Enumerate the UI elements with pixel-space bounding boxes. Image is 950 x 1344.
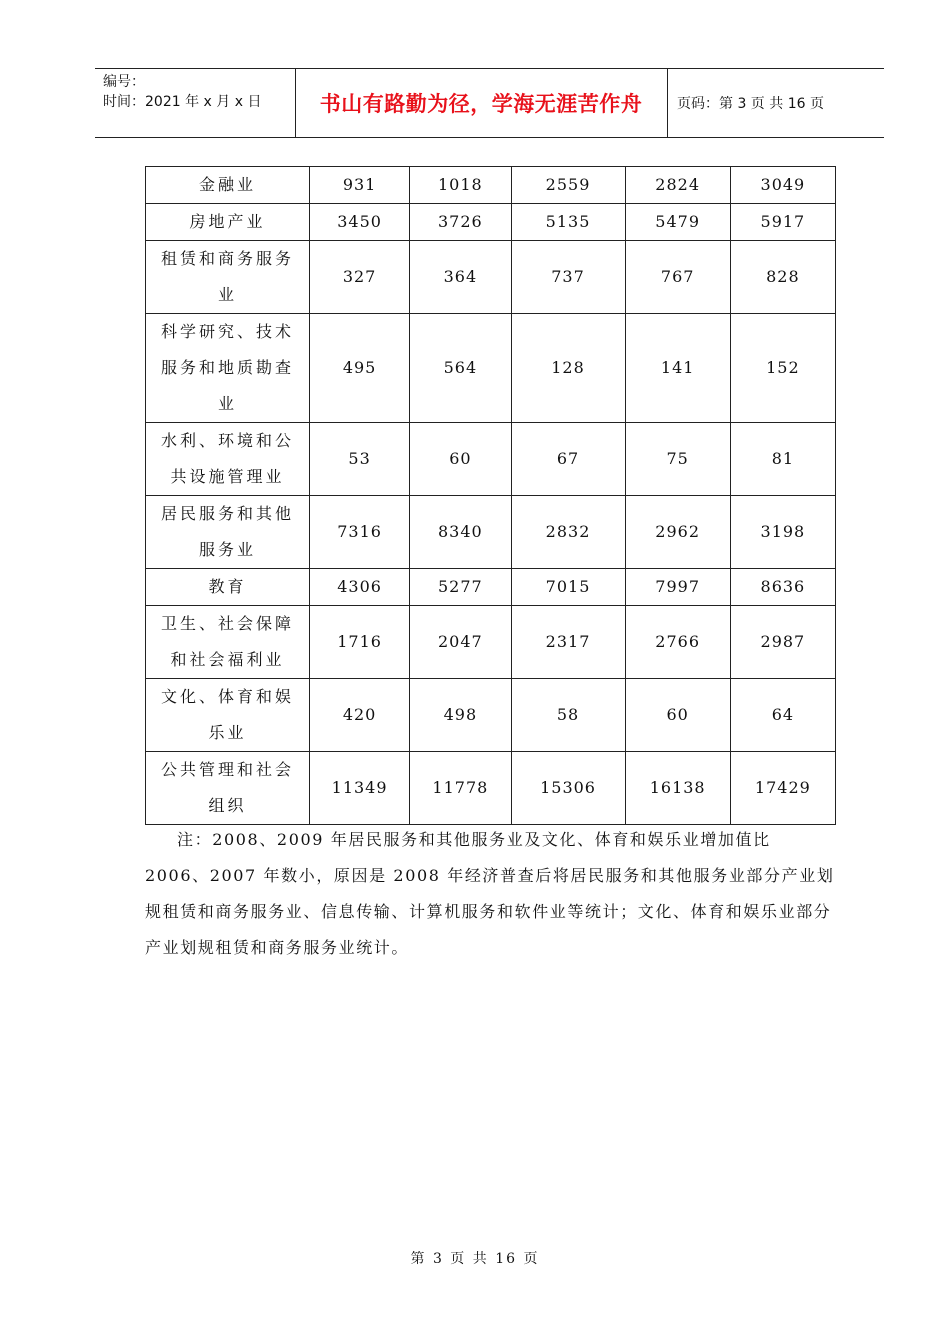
row-label-line: 居民服务和其他 bbox=[160, 504, 294, 523]
table-row bbox=[146, 496, 836, 569]
page-header bbox=[95, 68, 884, 138]
value-cell: 141 bbox=[625, 314, 730, 423]
table-row bbox=[146, 204, 836, 241]
row-label-line: 房地产业 bbox=[189, 212, 266, 231]
header-motto-cell bbox=[295, 69, 668, 137]
value-cell: 7015 bbox=[511, 569, 625, 606]
value-cell: 5277 bbox=[410, 569, 511, 606]
value-cell: 5135 bbox=[511, 204, 625, 241]
row-label-line: 业 bbox=[217, 394, 237, 413]
row-label bbox=[146, 241, 310, 314]
value-cell: 2824 bbox=[625, 167, 730, 204]
value-cell: 67 bbox=[511, 423, 625, 496]
value-cell: 327 bbox=[309, 241, 409, 314]
table-row bbox=[146, 423, 836, 496]
row-label-line: 和社会福利业 bbox=[170, 650, 285, 669]
row-label bbox=[146, 679, 310, 752]
value-cell: 17429 bbox=[730, 752, 835, 825]
row-label-line: 金融业 bbox=[198, 175, 256, 194]
value-cell: 2766 bbox=[625, 606, 730, 679]
value-cell: 15306 bbox=[511, 752, 625, 825]
value-cell: 2962 bbox=[625, 496, 730, 569]
value-cell: 7316 bbox=[309, 496, 409, 569]
row-label bbox=[146, 606, 310, 679]
value-cell: 3049 bbox=[730, 167, 835, 204]
value-cell: 498 bbox=[410, 679, 511, 752]
value-cell: 3726 bbox=[410, 204, 511, 241]
table-row bbox=[146, 569, 836, 606]
row-label bbox=[146, 423, 310, 496]
value-cell: 11778 bbox=[410, 752, 511, 825]
value-cell: 2832 bbox=[511, 496, 625, 569]
value-cell: 8340 bbox=[410, 496, 511, 569]
row-label-line: 水利、环境和公 bbox=[160, 431, 294, 450]
row-label-line: 教育 bbox=[208, 577, 247, 596]
value-cell: 64 bbox=[730, 679, 835, 752]
row-label-line: 科学研究、技术 bbox=[160, 322, 294, 341]
value-cell: 931 bbox=[309, 167, 409, 204]
row-label bbox=[146, 204, 310, 241]
table-row bbox=[146, 606, 836, 679]
table-row bbox=[146, 314, 836, 423]
table-row bbox=[146, 167, 836, 204]
value-cell: 58 bbox=[511, 679, 625, 752]
row-label bbox=[146, 752, 310, 825]
note-text: 注：2008、2009 年居民服务和其他服务业及文化、体育和娱乐业增加值比 2006、2007 年数小，原因是 2008 年经济普查后将居民服务和其他服务业部分产业划规租赁和商务服务业、信息传输、计算机服务和软件业等统计；文化、体育和娱乐业部分产业划规租赁和商务服务业统计。 bbox=[145, 830, 835, 957]
value-cell: 5917 bbox=[730, 204, 835, 241]
serial-label: 编号： bbox=[103, 74, 145, 90]
value-cell: 128 bbox=[511, 314, 625, 423]
row-label-line: 乐业 bbox=[208, 723, 247, 742]
header-page-number: 页码：第 3 页 共 16 页 bbox=[677, 96, 824, 112]
value-cell: 3198 bbox=[730, 496, 835, 569]
header-meta bbox=[95, 69, 296, 137]
value-cell: 767 bbox=[625, 241, 730, 314]
value-cell: 75 bbox=[625, 423, 730, 496]
row-label-line: 租赁和商务服务 bbox=[160, 249, 294, 268]
value-cell: 564 bbox=[410, 314, 511, 423]
row-label-line: 公共管理和社会 bbox=[160, 760, 294, 779]
value-cell: 11349 bbox=[309, 752, 409, 825]
time-text: 时间：2021 年 x 月 x 日 bbox=[103, 94, 262, 110]
table-row bbox=[146, 679, 836, 752]
header-page-cell bbox=[667, 69, 884, 137]
value-cell: 60 bbox=[410, 423, 511, 496]
row-label bbox=[146, 167, 310, 204]
value-cell: 60 bbox=[625, 679, 730, 752]
table-row bbox=[146, 752, 836, 825]
value-cell: 53 bbox=[309, 423, 409, 496]
table-row bbox=[146, 241, 836, 314]
value-cell: 152 bbox=[730, 314, 835, 423]
row-label-line: 组织 bbox=[208, 796, 247, 815]
value-cell: 1018 bbox=[410, 167, 511, 204]
table-note bbox=[145, 822, 835, 966]
page-footer: 第 3 页 共 16 页 bbox=[410, 1251, 540, 1267]
row-label bbox=[146, 496, 310, 569]
industry-table bbox=[145, 166, 836, 825]
row-label-line: 文化、体育和娱 bbox=[160, 687, 294, 706]
value-cell: 7997 bbox=[625, 569, 730, 606]
value-cell: 420 bbox=[309, 679, 409, 752]
value-cell: 1716 bbox=[309, 606, 409, 679]
row-label-line: 业 bbox=[217, 285, 237, 304]
value-cell: 16138 bbox=[625, 752, 730, 825]
row-label-line: 服务业 bbox=[198, 540, 256, 559]
row-label-line: 服务和地质勘查 bbox=[160, 358, 294, 377]
value-cell: 737 bbox=[511, 241, 625, 314]
value-cell: 828 bbox=[730, 241, 835, 314]
value-cell: 364 bbox=[410, 241, 511, 314]
value-cell: 3450 bbox=[309, 204, 409, 241]
value-cell: 2317 bbox=[511, 606, 625, 679]
value-cell: 2559 bbox=[511, 167, 625, 204]
row-label bbox=[146, 569, 310, 606]
value-cell: 5479 bbox=[625, 204, 730, 241]
row-label-line: 共设施管理业 bbox=[170, 467, 285, 486]
value-cell: 2047 bbox=[410, 606, 511, 679]
value-cell: 81 bbox=[730, 423, 835, 496]
motto: 书山有路勤为径，学海无涯苦作舟 bbox=[319, 92, 643, 116]
value-cell: 4306 bbox=[309, 569, 409, 606]
value-cell: 495 bbox=[309, 314, 409, 423]
value-cell: 2987 bbox=[730, 606, 835, 679]
row-label bbox=[146, 314, 310, 423]
row-label-line: 卫生、社会保障 bbox=[160, 614, 294, 633]
value-cell: 8636 bbox=[730, 569, 835, 606]
